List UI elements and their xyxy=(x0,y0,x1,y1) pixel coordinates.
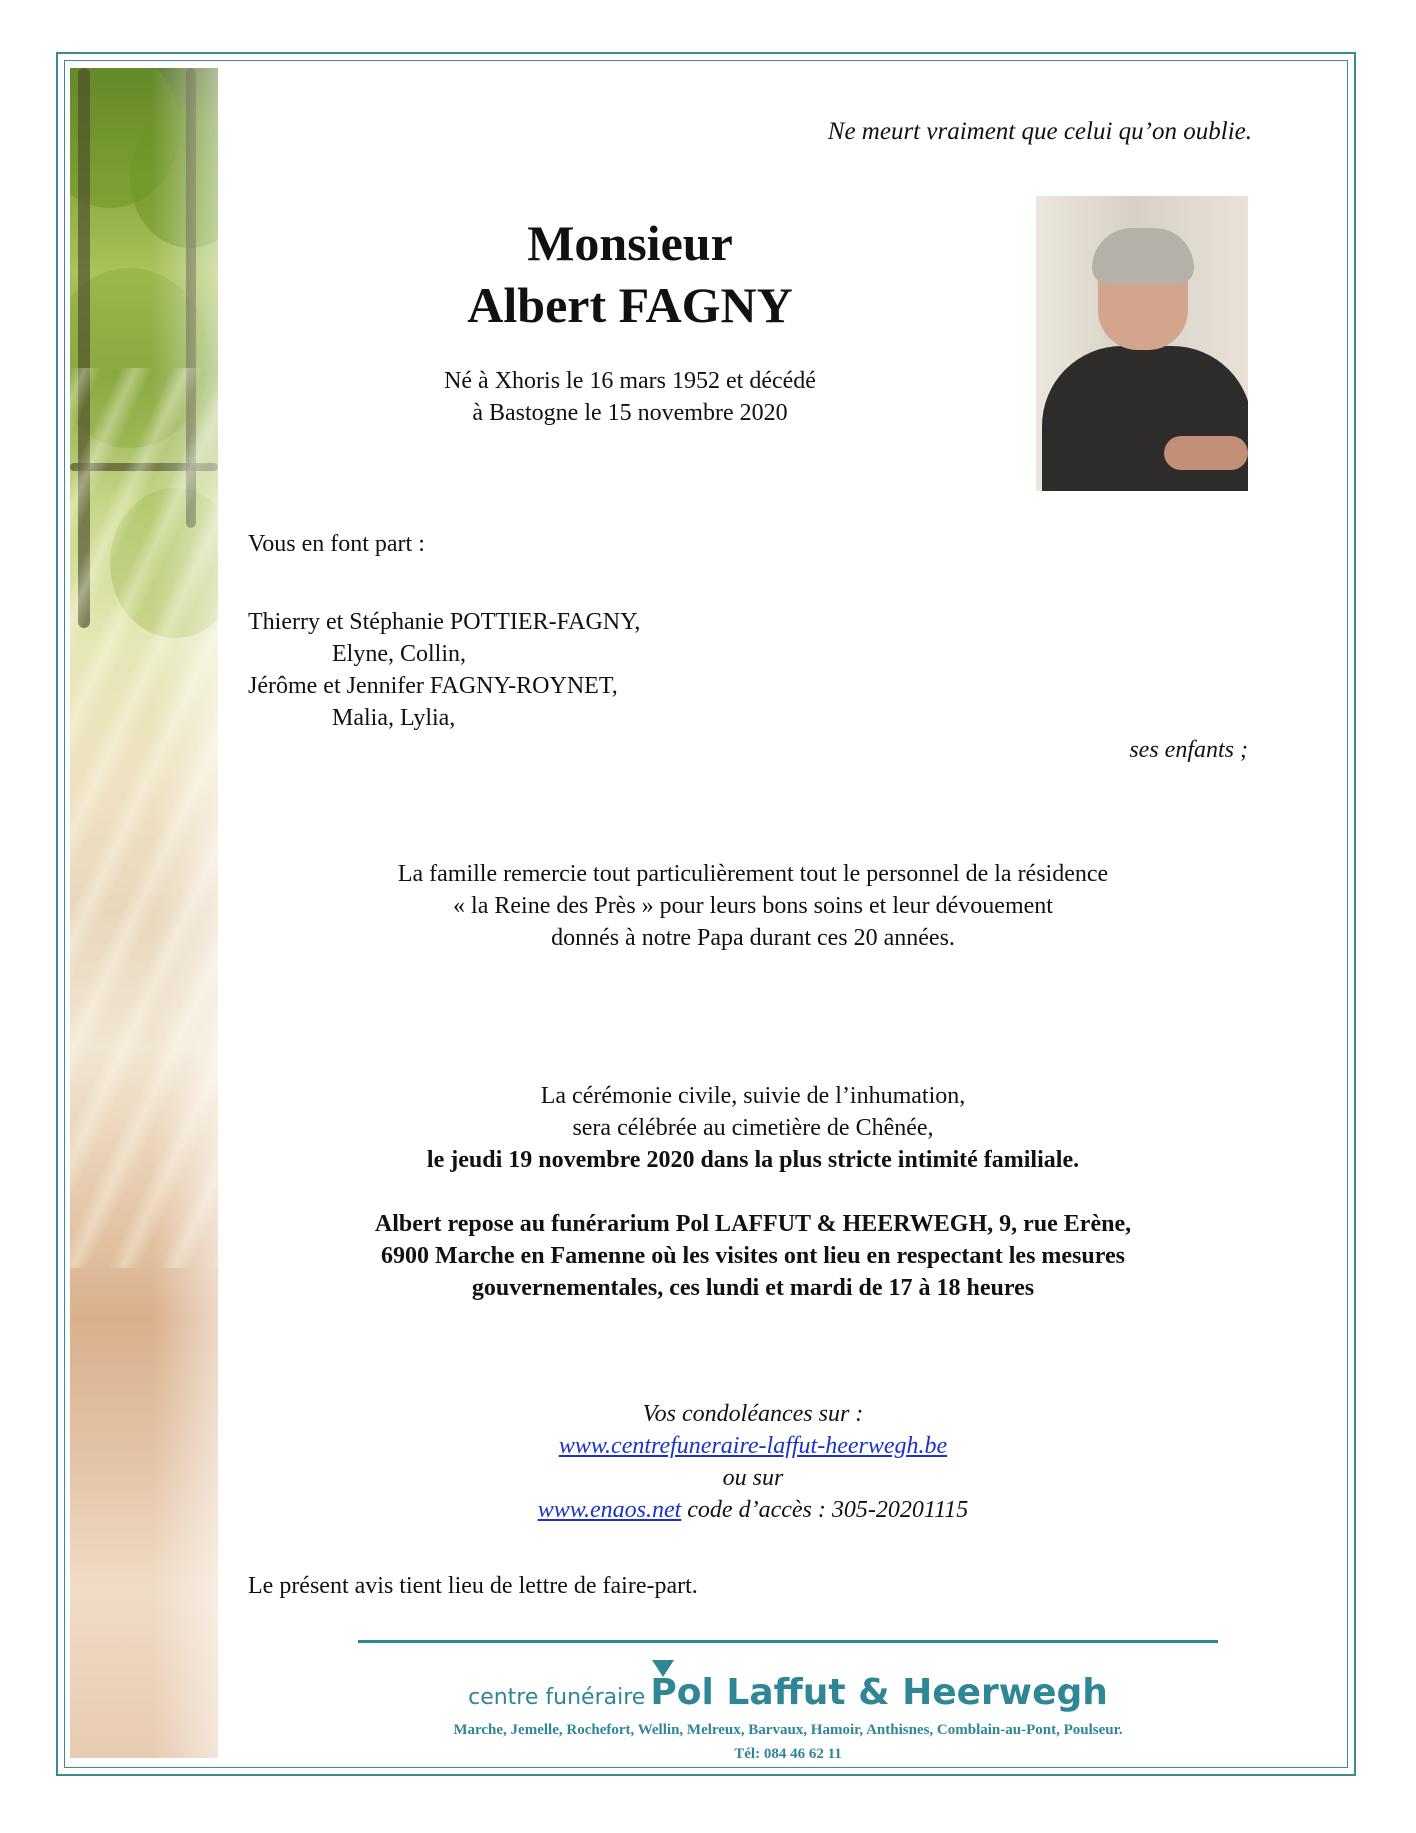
thanks-line-3: donnés à notre Papa durant ces 20 années. xyxy=(551,925,955,951)
deceased-name xyxy=(330,212,930,336)
enaos-link[interactable]: www.enaos.net xyxy=(537,1497,682,1523)
forest-path-image xyxy=(70,68,218,1758)
condolences-intro: Vos condoléances sur : xyxy=(642,1401,864,1427)
logo-phone: Tél: 084 46 62 11 xyxy=(734,1746,842,1762)
logo-tagline: centre funéraire xyxy=(468,1685,646,1710)
image-fade xyxy=(70,68,218,1758)
ceremony-line-3: le jeudi 19 novembre 2020 dans la plus stricte intimité familiale. xyxy=(426,1147,1080,1173)
access-code: code d’accès : 305-20201115 xyxy=(687,1497,969,1523)
title-fullname: Albert FAGNY xyxy=(467,277,793,333)
logo-name: Pol Laffut & Heerwegh xyxy=(650,1672,1108,1713)
announce-text: Vous en font part : xyxy=(248,531,425,557)
family-line-3: Jérôme et Jennifer FAGNY-ROYNET, xyxy=(248,673,618,699)
visitation-line-1: Albert repose au funérarium Pol LAFFUT & HEERWEGH, 9, rue Erène, xyxy=(374,1211,1132,1237)
portrait-photo xyxy=(1036,196,1248,491)
visitation-line-3: gouvernementales, ces lundi et mardi de 17 à 18 heures xyxy=(471,1275,1035,1301)
thanks-line-1: La famille remercie tout particulièrement tout le personnel de la résidence xyxy=(397,861,1109,887)
visitation-line-2: 6900 Marche en Famenne où les visites ont lieu en respectant les mesures xyxy=(381,1243,1125,1269)
closing-note: Le présent avis tient lieu de lettre de faire-part. xyxy=(248,1573,698,1599)
family-line-1: Thierry et Stéphanie POTTIER-FAGNY, xyxy=(248,609,641,635)
condolences-or: ou sur xyxy=(722,1465,784,1491)
photo-hair xyxy=(1092,228,1194,284)
thanks-line-2: « la Reine des Près » pour leurs bons soins et leur dévouement xyxy=(453,893,1053,919)
title-honorific: Monsieur xyxy=(527,215,733,271)
family-line-2: Elyne, Collin, xyxy=(332,641,466,667)
dates-line-1: Né à Xhoris le 16 mars 1952 et décédé xyxy=(444,368,816,394)
family-line-4: Malia, Lylia, xyxy=(332,705,456,731)
dates-line-2: à Bastogne le 15 novembre 2020 xyxy=(472,400,788,426)
logo-locations: Marche, Jemelle, Rochefort, Wellin, Melreux, Barvaux, Hamoir, Anthisnes, Comblain-au-Pont, Poulseur. xyxy=(453,1722,1123,1738)
photo-arm xyxy=(1164,436,1248,470)
birth-death-dates xyxy=(330,365,930,429)
funeral-home-link[interactable]: www.centrefuneraire-laffut-heerwegh.be xyxy=(558,1433,948,1459)
ceremony-line-2: sera célébrée au cimetière de Chênée, xyxy=(572,1115,934,1141)
ceremony-paragraph xyxy=(240,1080,1266,1176)
family-relation: ses enfants ; xyxy=(1129,737,1248,763)
condolences-block xyxy=(240,1398,1266,1526)
ceremony-line-1: La cérémonie civile, suivie de l’inhumation, xyxy=(540,1083,966,1109)
logo-divider xyxy=(358,1640,1218,1643)
epigraph-quote: Ne meurt vraiment que celui qu’on oublie. xyxy=(827,118,1252,145)
visitation-paragraph xyxy=(240,1208,1266,1304)
thanks-paragraph xyxy=(240,858,1266,954)
funeral-home-logo xyxy=(358,1672,1218,1713)
